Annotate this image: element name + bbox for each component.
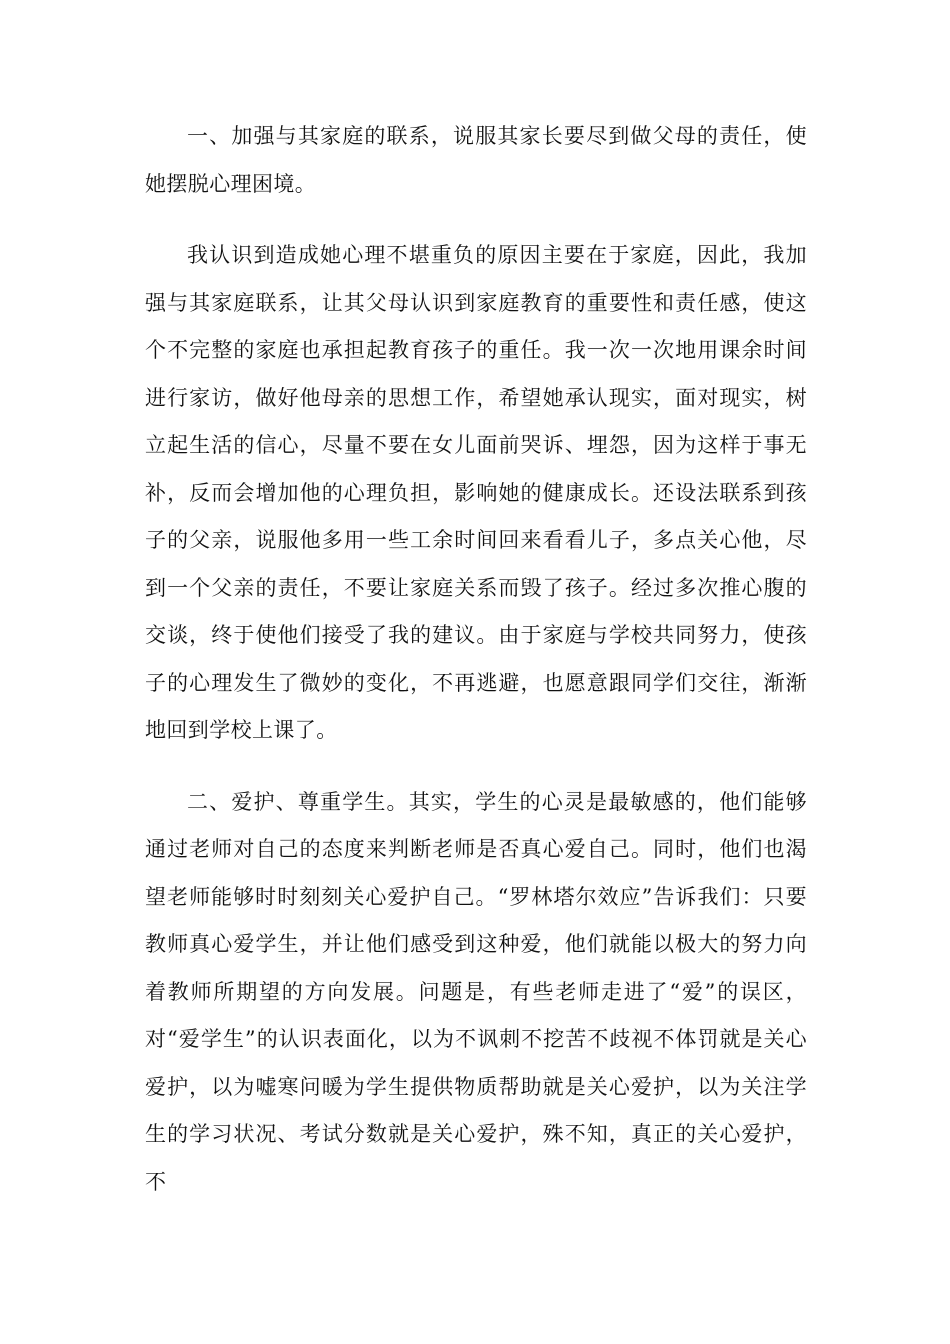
document-body (145, 113, 807, 1206)
paragraph-3: 二、爱护、尊重学生。其实，学生的心灵是最敏感的，他们能够通过老师对自己的态度来判断老师是否真心爱自己。同时，他们也渴望老师能够时时刻刻关心爱护自己。“罗林塔尔效应”告诉我们：只要教师真心爱学生，并让他们感受到这种爱，他们就能以极大的努力向着教师所期望的方向发展。问题是，有些老师走进了“爱”的误区，对“爱学生”的认识表面化，以为不讽刺不挖苦不歧视不体罚就是关心爱护，以为嘘寒问暖为学生提供物质帮助就是关心爱护，以为关注学生的学习状况、考试分数就是关心爱护，殊不知，真正的关心爱护，不 (145, 789, 807, 1194)
paragraph-2: 我认识到造成她心理不堪重负的原因主要在于家庭，因此，我加强与其家庭联系，让其父母认识到家庭教育的重要性和责任感，使这个不完整的家庭也承担起教育孩子的重任。我一次一次地用课余时间进行家访，做好他母亲的思想工作，希望她承认现实，面对现实，树立起生活的信心，尽量不要在女儿面前哭诉、埋怨，因为这样于事无补，反而会增加他的心理负担，影响她的健康成长。还设法联系到孩子的父亲，说服他多用一些工余时间回来看看儿子，多点关心他，尽到一个父亲的责任，不要让家庭关系而毁了孩子。经过多次推心腹的交谈，终于使他们接受了我的建议。由于家庭与学校共同努力，使孩子的心理发生了微妙的变化，不再逃避，也愿意跟同学们交往，渐渐地回到学校上课了。 (145, 243, 807, 742)
paragraph-1: 一、加强与其家庭的联系，说服其家长要尽到做父母的责任，使她摆脱心理困境。 (145, 124, 807, 196)
